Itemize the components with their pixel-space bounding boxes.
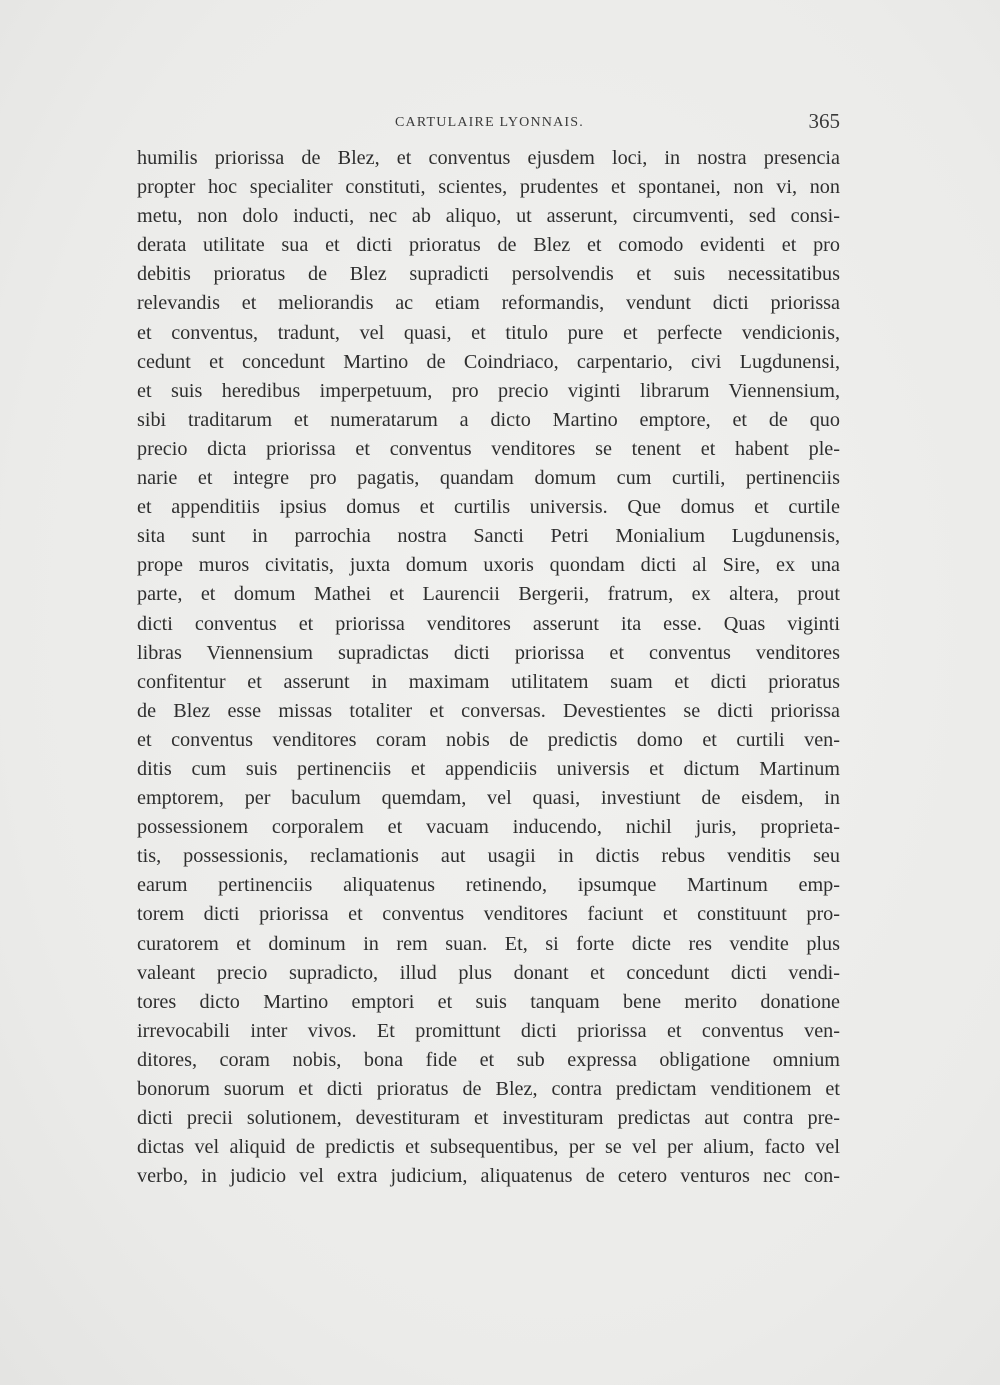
text-line: dicti conventus et priorissa venditores asserunt ita esse. Quas viginti	[137, 612, 840, 635]
text-line: tores dicto Martino emptori et suis tanquam bene merito donatione	[137, 990, 840, 1013]
running-header	[137, 109, 840, 137]
text-line: propter hoc specialiter constituti, scientes, prudentes et spontanei, non vi, non	[137, 176, 840, 199]
text-line: sibi traditarum et numeratarum a dicto Martino emptore, et de quo	[137, 408, 840, 431]
running-title: CARTULAIRE LYONNAIS.	[395, 115, 584, 130]
text-line: et conventus venditores coram nobis de predictis domo et curtili ven-	[137, 728, 840, 751]
text-line: precio dicta priorissa et conventus venditores se tenent et habent ple-	[137, 437, 840, 460]
text-line: verbo, in judicio vel extra judicium, aliquatenus de cetero venturos nec con-	[137, 1165, 840, 1188]
text-line: debitis prioratus de Blez supradicti persolvendis et suis necessitatibus	[137, 263, 840, 286]
text-line: ditores, coram nobis, bona fide et sub expressa obligatione omnium	[137, 1048, 840, 1071]
text-line: de Blez esse missas totaliter et conversas. Devestientes se dicti priorissa	[137, 699, 840, 722]
text-line: et conventus, tradunt, vel quasi, et titulo pure et perfecte vendicionis,	[137, 321, 840, 344]
body-text	[137, 144, 840, 1191]
text-line: metu, non dolo inducti, nec ab aliquo, ut asserunt, circumventi, sed consi-	[137, 205, 840, 228]
page-number: 365	[808, 109, 840, 133]
text-line: confitentur et asserunt in maximam utilitatem suam et dicti prioratus	[137, 670, 840, 693]
text-line: curatorem et dominum in rem suan. Et, si forte dicte res vendite plus	[137, 932, 840, 955]
text-line: dictas vel aliquid de predictis et subsequentibus, per se vel per alium, facto vel	[137, 1136, 840, 1159]
text-line: emptorem, per baculum quemdam, vel quasi, investiunt de eisdem, in	[137, 787, 840, 810]
text-line: bonorum suorum et dicti prioratus de Blez, contra predictam venditionem et	[137, 1078, 840, 1100]
text-line: cedunt et concedunt Martino de Coindriaco, carpentario, civi Lugdunensi,	[137, 350, 840, 373]
text-line: et suis heredibus imperpetuum, pro precio viginti librarum Viennensium,	[137, 379, 840, 402]
text-line: libras Viennensium supradictas dicti priorissa et conventus venditores	[137, 641, 840, 664]
text-line: torem dicti priorissa et conventus venditores faciunt et constituunt pro-	[137, 903, 840, 926]
text-line: valeant precio supradicto, illud plus donant et concedunt dicti vendi-	[137, 961, 840, 984]
text-line: dicti precii solutionem, devestituram et investituram predictas aut contra pre-	[137, 1107, 840, 1130]
text-line: tis, possessionis, reclamationis aut usagii in dictis rebus venditis seu	[137, 845, 840, 868]
text-line: narie et integre pro pagatis, quandam domum cum curtili, pertinenciis	[137, 467, 840, 490]
text-line: humilis priorissa de Blez, et conventus ejusdem loci, in nostra presencia	[137, 147, 840, 169]
text-line: irrevocabili inter vivos. Et promittunt dicti priorissa et conventus ven-	[137, 1019, 840, 1042]
text-line: parte, et domum Mathei et Laurencii Bergerii, fratrum, ex altera, prout	[137, 583, 840, 606]
text-line: et appenditiis ipsius domus et curtilis universis. Que domus et curtile	[137, 496, 840, 519]
text-line: possessionem corporalem et vacuam inducendo, nichil juris, proprieta-	[137, 816, 840, 839]
text-line: derata utilitate sua et dicti prioratus de Blez et comodo evidenti et pro	[137, 234, 840, 257]
text-line: sita sunt in parrochia nostra Sancti Petri Monialium Lugdunensis,	[137, 525, 840, 548]
text-line: earum pertinenciis aliquatenus retinendo, ipsumque Martinum emp-	[137, 874, 840, 897]
text-line: relevandis et meliorandis ac etiam reformandis, vendunt dicti priorissa	[137, 292, 840, 315]
text-line: prope muros civitatis, juxta domum uxoris quondam dicti al Sire, ex una	[137, 554, 840, 577]
text-line: ditis cum suis pertinenciis et appendiciis universis et dictum Martinum	[137, 757, 840, 780]
